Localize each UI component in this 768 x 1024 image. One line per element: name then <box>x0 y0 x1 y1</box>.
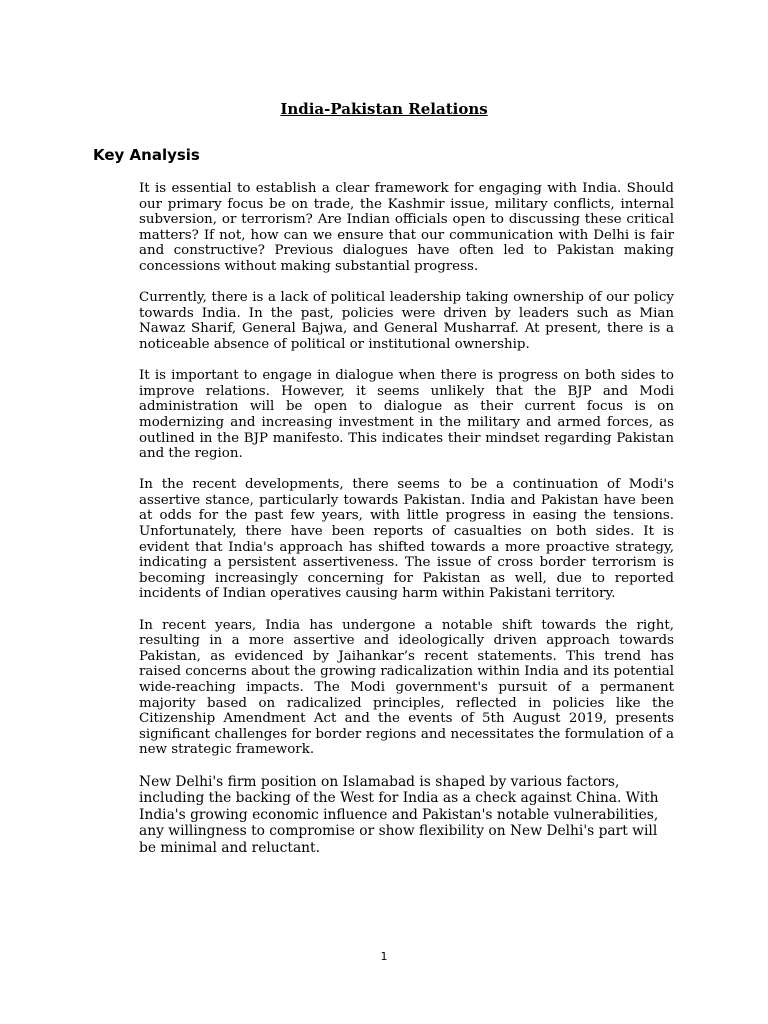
paragraph-leadership: Currently, there is a lack of political leadership taking ownership of our policy towards India. In the past, policies were driven by leaders such as Mian Nawaz Sharif, General Bajwa, and General Musharraf. At present, there is a noticeable absence of political or institutional ownership. <box>139 290 674 352</box>
paragraph-dialogue: It is important to engage in dialogue when there is progress on both sides to improve relations. However, it seems unlikely that the BJP and Modi administration will be open to dialogue as their current focus is on modernizing and increasing investment in the military and armed forces, as outlined in the BJP manifesto. This indicates their mindset regarding Pakistan and the region. <box>139 368 674 462</box>
page-number: 1 <box>380 950 388 963</box>
body-text <box>139 181 674 872</box>
page-title: India-Pakistan Relations <box>280 100 488 118</box>
paragraph-shift-right: In recent years, India has undergone a notable shift towards the right, resulting in a more assertive and ideologically driven approach towards Pakistan, as evidenced by Jaihankar’s recent statements. This trend has raised concerns about the growing radicalization within India and its potential wide-reaching impacts. The Modi government's pursuit of a permanent majority based on radicalized principles, reflected in policies like the Citizenship Amendment Act and the events of 5th August 2019, presents significant challenges for border regions and necessitates the formulation of a new strategic framework. <box>139 617 674 758</box>
section-heading-key-analysis: Key Analysis <box>93 146 200 164</box>
paragraph-recent-developments: In the recent developments, there seems to be a continuation of Modi's assertive stance, particularly towards Pakistan. India and Pakistan have been at odds for the past few years, with little progress in easing the tensions. Unfortunately, there have been reports of casualties on both sides. It is evident that India's approach has shifted towards a more proactive strategy, indicating a persistent assertiveness. The issue of cross border terrorism is becoming increasingly concerning for Pakistan as well, due to reported incidents of Indian operatives causing harm within Pakistani territory. <box>139 477 674 602</box>
paragraph-framework: It is essential to establish a clear framework for engaging with India. Should our primary focus be on trade, the Kashmir issue, military conflicts, internal subversion, or terrorism? Are Indian officials open to discussing these critical matters? If not, how can we ensure that our communication with Delhi is fair and constructive? Previous dialogues have often led to Pakistan making concessions without making substantial progress. <box>139 181 674 274</box>
paragraph-new-delhi-position: New Delhi's firm position on Islamabad is shaped by various factors, including the backing of the West for India as a check against China. With India's growing economic influence and Pakistan's notable vulnerabilities, any willingness to compromise or show flexibility on New Delhi's part will be minimal and reluctant. <box>139 773 659 856</box>
